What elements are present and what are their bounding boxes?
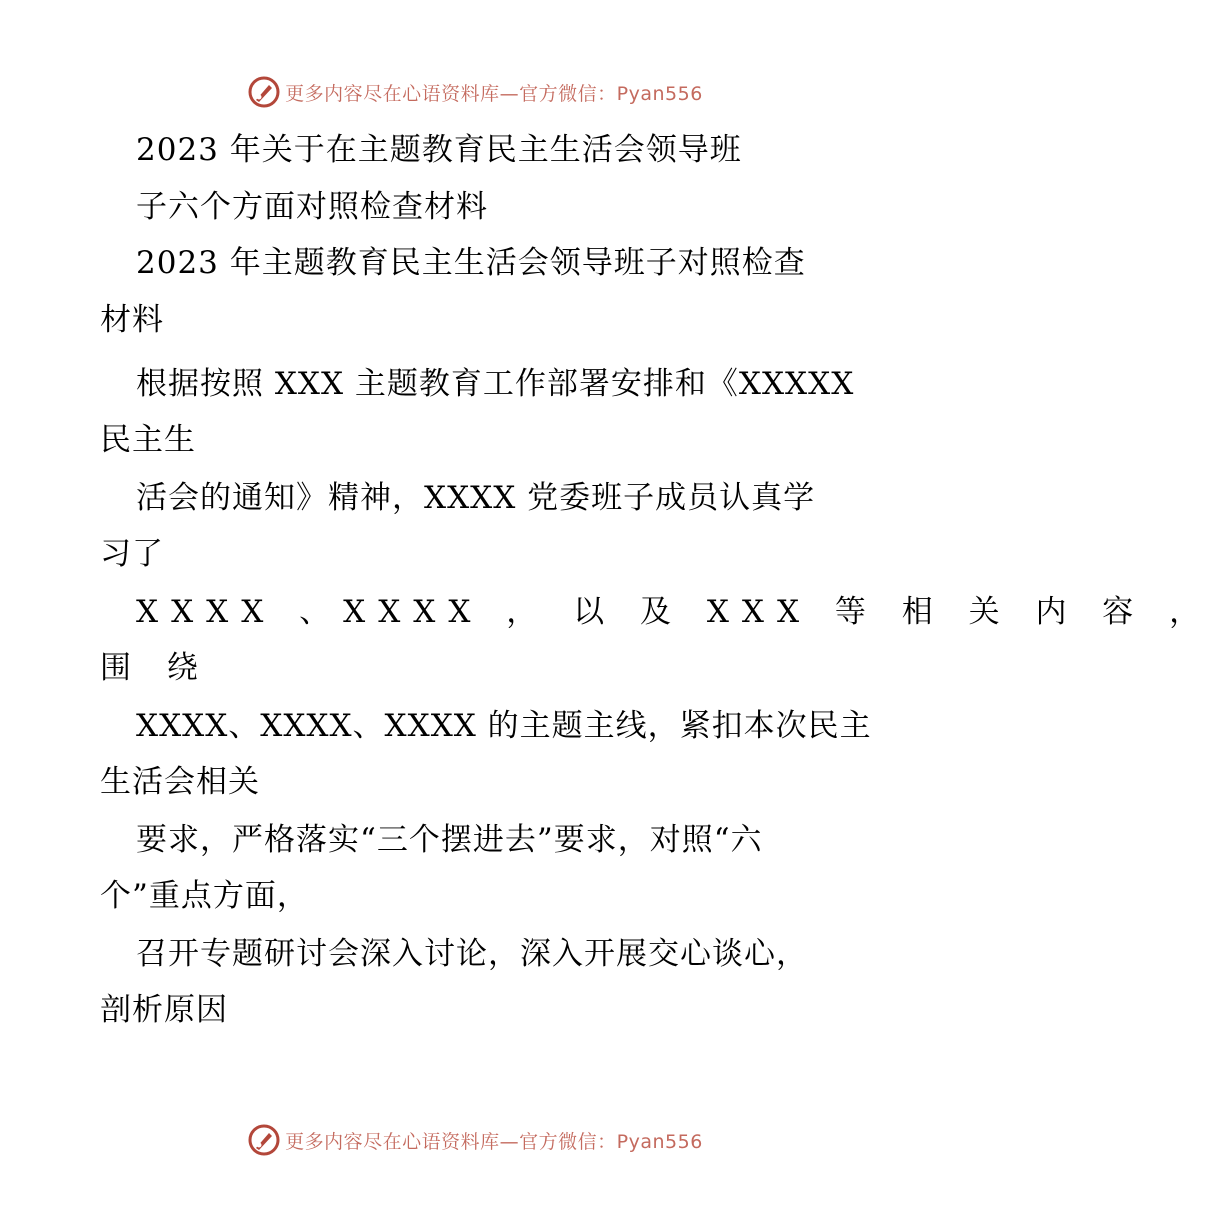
footer-watermark (0, 1120, 950, 1160)
header-watermark (0, 72, 950, 112)
doc-paragraph-line: 要求，严格落实“三个摆进去”要求，对照“六 (136, 822, 763, 858)
doc-title-line-2: 子六个方面对照检查材料 (136, 189, 488, 225)
watermark-text: 更多内容尽在心语资料库—官方微信：Pyan556 (285, 1130, 703, 1153)
doc-paragraph-line: 2023 年主题教育民主生活会领导班子对照检查 (136, 245, 806, 281)
doc-paragraph-line: 个”重点方面， (100, 878, 309, 914)
doc-paragraph-line: 生活会相关 (100, 764, 260, 800)
doc-paragraph-line: 材料 (100, 302, 164, 338)
doc-paragraph-line: 围 绕 (100, 650, 211, 686)
doc-paragraph-line: XXXX 、XXXX ， 以 及 XXX 等 相 关 内 容 ， (136, 594, 1213, 630)
doc-paragraph-line: XXXX、XXXX、XXXX 的主题主线，紧扣本次民主 (136, 708, 872, 744)
doc-paragraph-line: 活会的通知》精神，XXXX 党委班子成员认真学 (136, 480, 816, 516)
watermark-text: 更多内容尽在心语资料库—官方微信：Pyan556 (285, 82, 703, 105)
doc-paragraph-line: 召开专题研讨会深入讨论，深入开展交心谈心， (136, 936, 808, 972)
doc-paragraph-line: 根据按照 XXX 主题教育工作部署安排和《XXXXX (136, 366, 855, 402)
doc-paragraph-line: 剖析原因 (100, 992, 228, 1028)
quill-logo-icon (247, 1123, 281, 1157)
doc-paragraph-line: 习了 (100, 536, 164, 572)
doc-paragraph-line: 民主生 (100, 422, 196, 458)
quill-logo-icon (247, 75, 281, 109)
doc-title-line-1: 2023 年关于在主题教育民主生活会领导班 (136, 132, 742, 168)
